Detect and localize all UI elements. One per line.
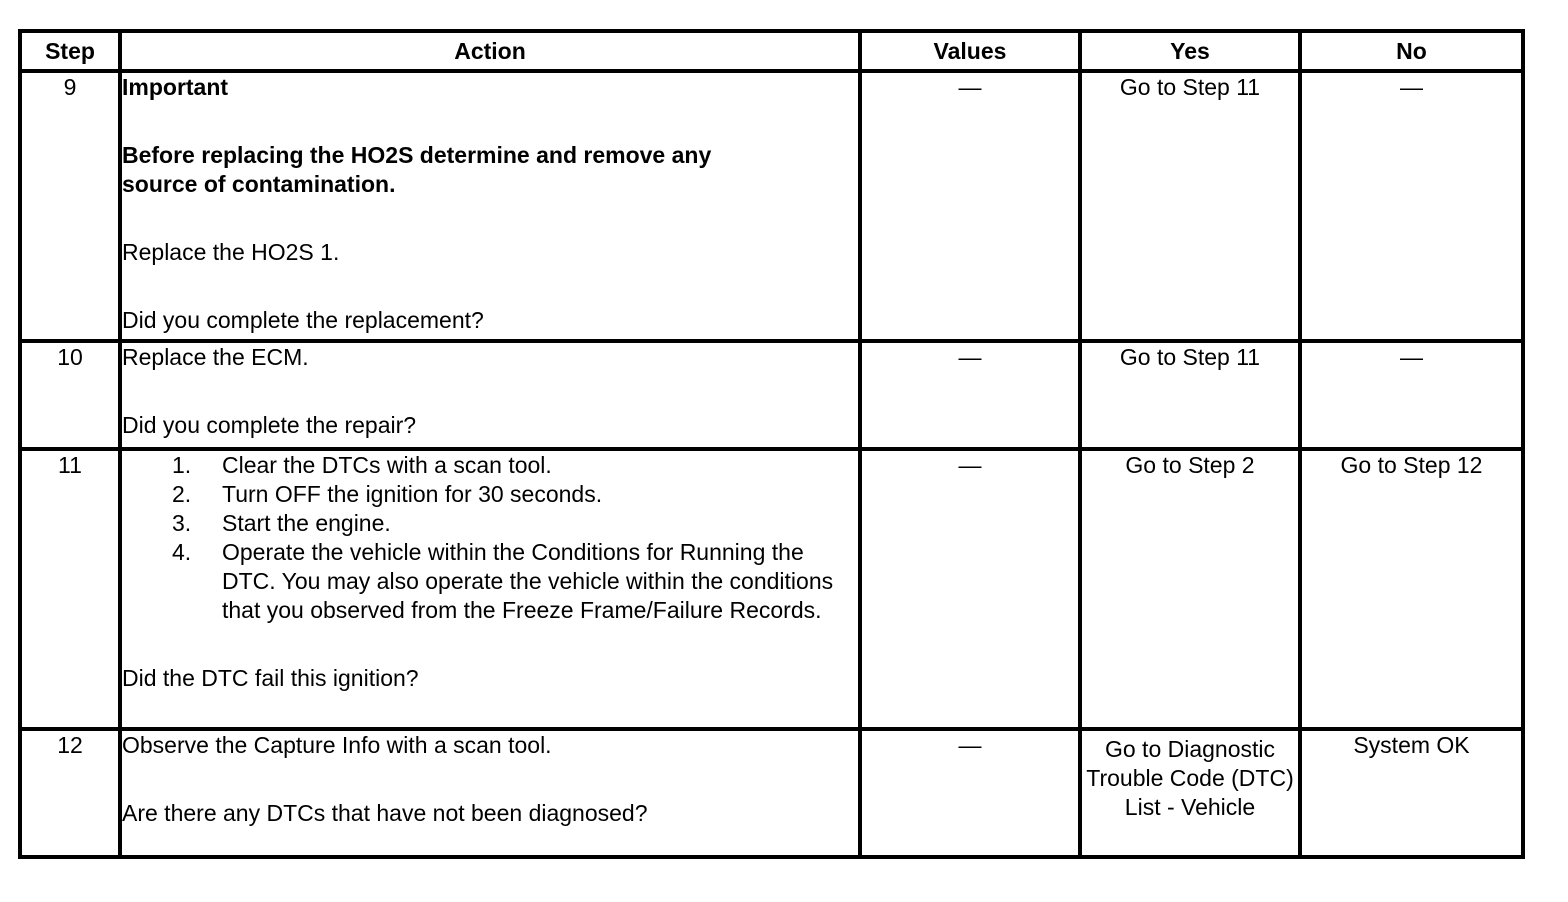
table-row-step-12 [20,729,1523,857]
step-number: 12 [20,729,120,857]
list-item-number: 2. [172,481,192,507]
yes-cell: Go to Diagnostic Trouble Code (DTC) List - Vehicle [1080,729,1300,857]
important-label: Important [122,74,229,100]
values-cell: — [860,449,1080,729]
procedure-list [122,451,858,625]
list-item-text: Turn OFF the ignition for 30 seconds. [222,481,603,507]
step-number: 9 [20,71,120,341]
list-item-number: 3. [172,510,192,536]
list-item-number: 4. [172,539,192,565]
yes-cell: Go to Step 2 [1080,449,1300,729]
table-row-step-10 [20,341,1523,449]
important-text-line2: source of contamination. [122,171,396,197]
header-values: Values [860,31,1080,71]
header-step: Step [20,31,120,71]
step-number: 10 [20,341,120,449]
action-cell [120,71,860,341]
action-instruction: Replace the HO2S 1. [122,239,340,265]
action-cell [120,341,860,449]
header-no: No [1300,31,1523,71]
action-instruction: Replace the ECM. [122,344,309,370]
list-item [122,480,858,509]
list-item-text: Clear the DTCs with a scan tool. [222,452,552,478]
values-cell: — [860,71,1080,341]
yes-cell: Go to Step 11 [1080,341,1300,449]
values-cell: — [860,341,1080,449]
important-text-line1: Before replacing the HO2S determine and remove any [122,142,712,168]
list-item-text: Start the engine. [222,510,391,536]
diagnostic-table [18,29,1525,859]
header-row [20,31,1523,71]
list-item [122,538,858,625]
header-action: Action [120,31,860,71]
action-question: Did the DTC fail this ignition? [122,665,419,691]
step-number: 11 [20,449,120,729]
list-item [122,451,858,480]
values-cell: — [860,729,1080,857]
table-row-step-11 [20,449,1523,729]
yes-cell: Go to Step 11 [1080,71,1300,341]
action-cell [120,729,860,857]
header-yes: Yes [1080,31,1300,71]
action-cell [120,449,860,729]
list-item-number: 1. [172,452,192,478]
list-item-text: Operate the vehicle within the Conditions for Running the DTC. You may also operate the vehicle within the conditions that you observed from the Freeze Frame/Failure Records. [222,539,834,623]
no-cell: Go to Step 12 [1300,449,1523,729]
no-cell: System OK [1300,729,1523,857]
action-question: Are there any DTCs that have not been diagnosed? [122,800,648,826]
no-cell: — [1300,341,1523,449]
no-cell: — [1300,71,1523,341]
list-item [122,509,858,538]
action-question: Did you complete the repair? [122,412,417,438]
action-question: Did you complete the replacement? [122,307,484,333]
action-instruction: Observe the Capture Info with a scan tool. [122,732,552,758]
table-row-step-9 [20,71,1523,341]
